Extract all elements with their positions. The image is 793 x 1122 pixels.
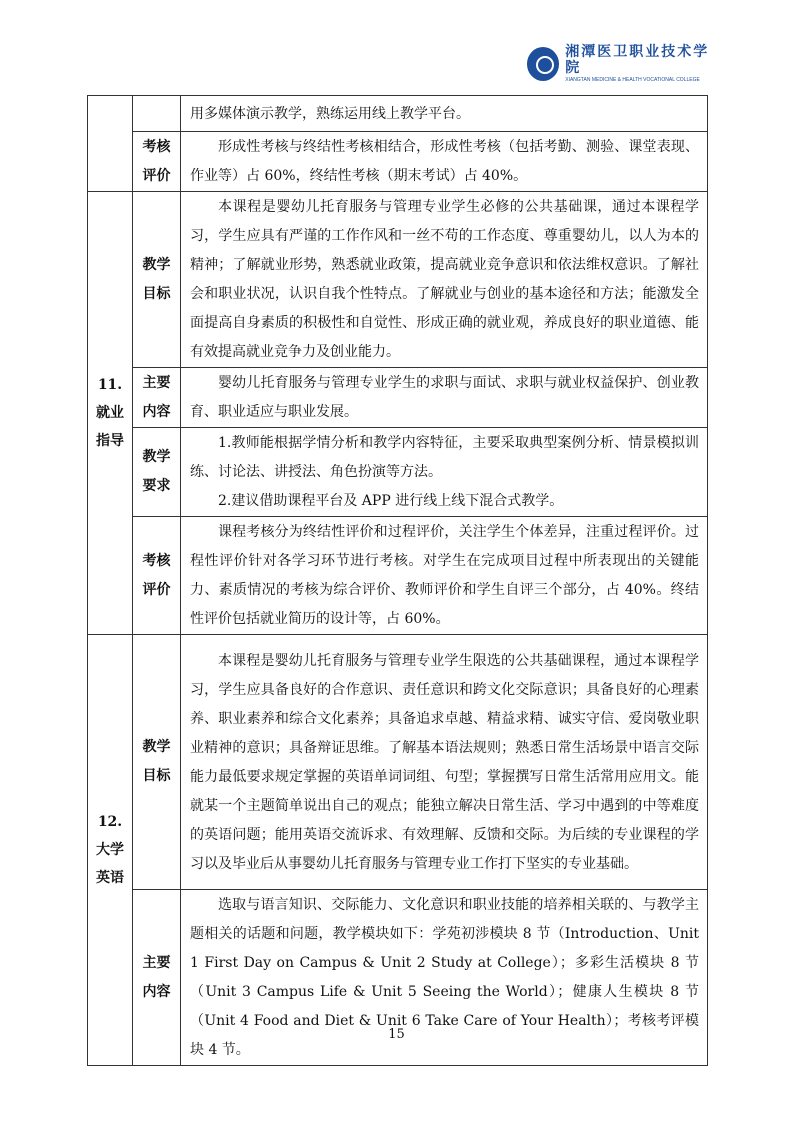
label-text: 目标	[142, 768, 171, 784]
label-text: 考核	[142, 552, 171, 569]
course-name: 就业	[96, 405, 124, 421]
content-cell	[181, 192, 708, 368]
label-text: 教学	[142, 739, 171, 755]
table-row	[88, 192, 708, 368]
table-row	[88, 132, 708, 192]
label-cell	[133, 192, 181, 368]
course-name-cell	[88, 635, 133, 1066]
page-number: 15	[388, 1027, 405, 1042]
content-text: 用多媒体演示教学，熟练运用线上教学平台。	[190, 105, 470, 122]
content-text: 1.教师能根据学情分析和教学内容特征，主要采取典型案例分析、情景模拟训练、讨论法、讲授法、角色扮演等方法。	[190, 435, 699, 480]
label-text: 内容	[142, 403, 171, 420]
label-cell	[133, 132, 181, 192]
course-cell-prev	[88, 96, 133, 192]
college-logo	[527, 44, 717, 84]
label-text: 评价	[142, 167, 171, 184]
label-text: 评价	[142, 581, 171, 598]
content-text: 婴幼儿托育服务与管理专业学生的求职与面试、求职与就业权益保护、创业教育、职业适应与职业发展。	[190, 375, 699, 420]
content-text: 形成性考核与终结性考核相结合，形成性考核（包括考勤、测验、课堂表现、作业等）占 60%，终结性考核（期末考试）占 40%。	[190, 139, 699, 184]
table-row	[88, 428, 708, 517]
label-cell	[133, 368, 181, 428]
label-cell	[133, 635, 181, 890]
content-cell	[181, 96, 708, 132]
label-text: 要求	[142, 478, 171, 494]
content-cell	[181, 132, 708, 192]
logo-chinese-name: 湘潭医卫职业技术学院	[565, 44, 710, 76]
table-row	[88, 517, 708, 635]
logo-english-name: XIANGTAN MEDICINE & HEALTH VOCATIONAL COLLEGE	[565, 77, 700, 83]
course-number: 11.	[97, 377, 123, 393]
table-row	[88, 635, 708, 890]
content-text: 本课程是婴幼儿托育服务与管理专业学生必修的公共基础课，通过本课程学习，学生应具有严谨的工作作风和一丝不苟的工作态度、尊重婴幼儿，以人为本的精神；了解就业形势，熟悉就业政策，提高就业竞争意识和依法维权意识。了解社会和职业状况，认识自我个性特点。了解就业与创业的基本途径和方法；能激发全面提高自身素质的积极性和自觉性、形成正确的就业观，养成良好的职业道德、能有效提高就业竞争力及创业能力。	[190, 199, 699, 360]
content-text: 本课程是婴幼儿托育服务与管理专业学生限选的公共基础课程，通过本课程学习，学生应具备良好的合作意识、责任意识和跨文化交际意识；具备良好的心理素养、职业素养和综合文化素养；具备追求卓越、精益求精、诚实守信、爱岗敬业职业精神的意识；具备辩证思维。了解基本语法规则；熟悉日常生活场景中语言交际能力最低要求规定掌握的英语单词词组、句型；掌握撰写日常生活常用应用文。能就某一个主题简单说出自己的观点；能独立解决日常生活、学习中遇到的中等难度的英语问题；能用英语交流诉求、有效理解、反馈和交际。为后续的专业课程的学习以及毕业后从事婴幼儿托育服务与管理专业工作打下坚实的专业基础。	[190, 652, 699, 872]
course-name-cell	[88, 192, 133, 635]
course-number: 12.	[97, 814, 123, 830]
content-text: 课程考核分为终结性评价和过程评价，关注学生个体差异，注重过程评价。过程性评价针对各学习环节进行考核。对学生在完成项目过程中所表现出的关键能力、素质情况的考核为综合评价、教师评价和学生自评三个部分，占 40%。终结性评价包括就业简历的设计等，占 60%。	[190, 524, 699, 627]
label-cell	[133, 96, 181, 132]
course-name: 英语	[96, 870, 124, 886]
content-cell	[181, 517, 708, 635]
content-text: 2.建议借助课程平台及 APP 进行线上线下混合式教学。	[218, 493, 564, 509]
label-text: 目标	[142, 285, 171, 302]
table-row	[88, 368, 708, 428]
label-text: 教学	[142, 256, 171, 273]
label-text: 主要	[142, 374, 171, 391]
table-row	[88, 96, 708, 132]
label-text: 教学	[142, 449, 171, 465]
label-text: 主要	[142, 954, 171, 971]
college-emblem-icon	[527, 47, 559, 81]
content-cell	[181, 428, 708, 517]
content-text: 选取与语言知识、交际能力、文化意识和职业技能的培养相关联的、与教学主题相关的话题和问题，教学模块如下：学苑初涉模块 8 节（Introduction、Unit 1 First Day on Campus & Unit 2 Study at College）；多彩生活模块 8 节（Unit 3 Campus Life & Unit 5 Seeing the World）；健康人生模块 8 节（Unit 4 Food and Diet & Unit 6 Take Care of Your Health）；考核考评模块 4 节。	[190, 897, 699, 1058]
label-text: 考核	[142, 138, 171, 155]
course-name: 指导	[96, 433, 124, 449]
content-cell	[181, 368, 708, 428]
label-text: 内容	[142, 983, 171, 1000]
content-cell	[181, 635, 708, 890]
label-cell	[133, 517, 181, 635]
course-table	[87, 95, 708, 1066]
label-cell	[133, 428, 181, 517]
course-name: 大学	[96, 842, 124, 858]
